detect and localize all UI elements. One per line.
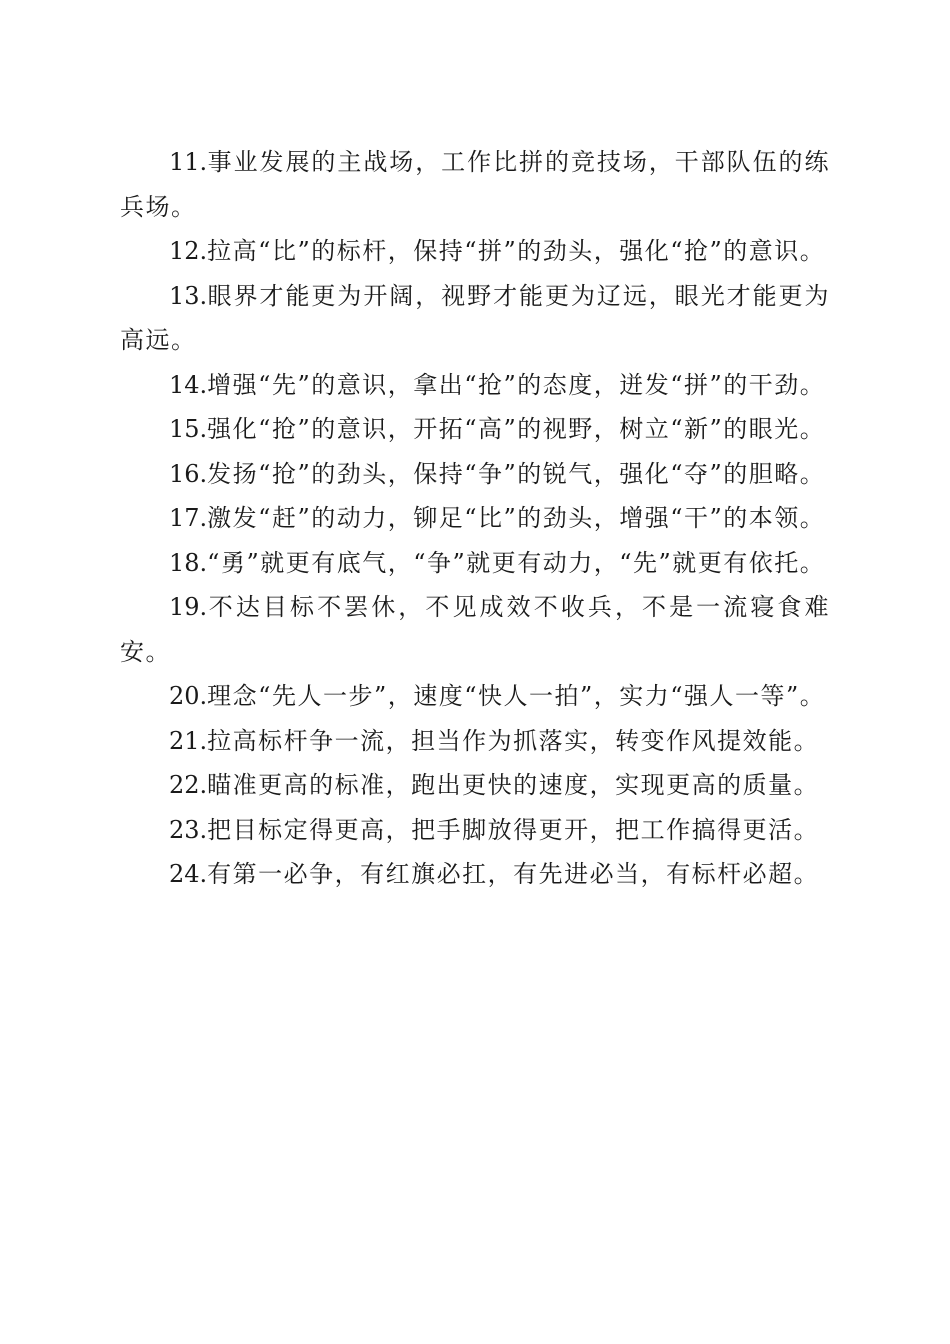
paragraph-text: 瞄准更高的标准，跑出更快的速度，实现更高的质量。 <box>207 771 820 799</box>
paragraph-number: 19. <box>169 593 208 621</box>
paragraph-number: 12. <box>169 237 208 265</box>
paragraph-22 <box>120 763 830 808</box>
paragraph-number: 11. <box>169 148 208 176</box>
paragraph-text: “勇”就更有底气，“争”就更有动力，“先”就更有依托。 <box>207 548 826 577</box>
paragraph-number: 13. <box>169 281 208 310</box>
paragraph-16 <box>120 452 830 497</box>
paragraph-14 <box>120 363 830 408</box>
paragraph-text: 拉高“比”的标杆，保持“拼”的劲头，强化“抢”的意识。 <box>207 237 826 265</box>
paragraph-number: 21. <box>169 726 208 755</box>
paragraph-18 <box>120 541 830 586</box>
paragraph-text: 激发“赶”的动力，铆足“比”的劲头，增强“干”的本领。 <box>207 504 826 532</box>
paragraph-number: 23. <box>169 815 208 844</box>
paragraph-text: 强化“抢”的意识，开拓“高”的视野，树立“新”的眼光。 <box>207 415 826 443</box>
paragraph-number: 22. <box>169 771 208 799</box>
paragraph-text: 理念“先人一步”，速度“快人一拍”，实力“强人一等”。 <box>207 682 826 710</box>
paragraph-text: 发扬“抢”的劲头，保持“争”的锐气，强化“夺”的胆略。 <box>207 459 826 488</box>
paragraph-text: 眼界才能更为开阔，视野才能更为辽远，眼光才能更为高远。 <box>120 281 830 354</box>
paragraph-20 <box>120 674 830 719</box>
paragraph-11 <box>120 140 830 229</box>
document-body <box>120 140 830 897</box>
paragraph-15 <box>120 407 830 452</box>
paragraph-text: 拉高标杆争一流，担当作为抓落实，转变作风提效能。 <box>207 726 820 755</box>
paragraph-number: 14. <box>169 370 208 399</box>
paragraph-text: 把目标定得更高，把手脚放得更开，把工作搞得更活。 <box>207 815 820 844</box>
paragraph-24 <box>120 852 830 897</box>
paragraph-number: 18. <box>169 548 208 577</box>
paragraph-text: 事业发展的主战场，工作比拼的竞技场，干部队伍的练兵场。 <box>120 148 830 221</box>
paragraph-17 <box>120 496 830 541</box>
paragraph-text: 有第一必争，有红旗必扛，有先进必当，有标杆必超。 <box>207 860 820 888</box>
paragraph-number: 24. <box>169 860 208 888</box>
paragraph-12 <box>120 229 830 274</box>
paragraph-text: 增强“先”的意识，拿出“抢”的态度，迸发“拼”的干劲。 <box>207 370 826 399</box>
paragraph-13 <box>120 274 830 363</box>
paragraph-text: 不达目标不罢休，不见成效不收兵，不是一流寝食难安。 <box>120 593 830 666</box>
paragraph-number: 16. <box>169 459 208 488</box>
paragraph-21 <box>120 719 830 764</box>
paragraph-number: 20. <box>169 682 208 710</box>
paragraph-23 <box>120 808 830 853</box>
paragraph-19 <box>120 585 830 674</box>
paragraph-number: 15. <box>169 415 208 443</box>
paragraph-number: 17. <box>169 504 208 532</box>
